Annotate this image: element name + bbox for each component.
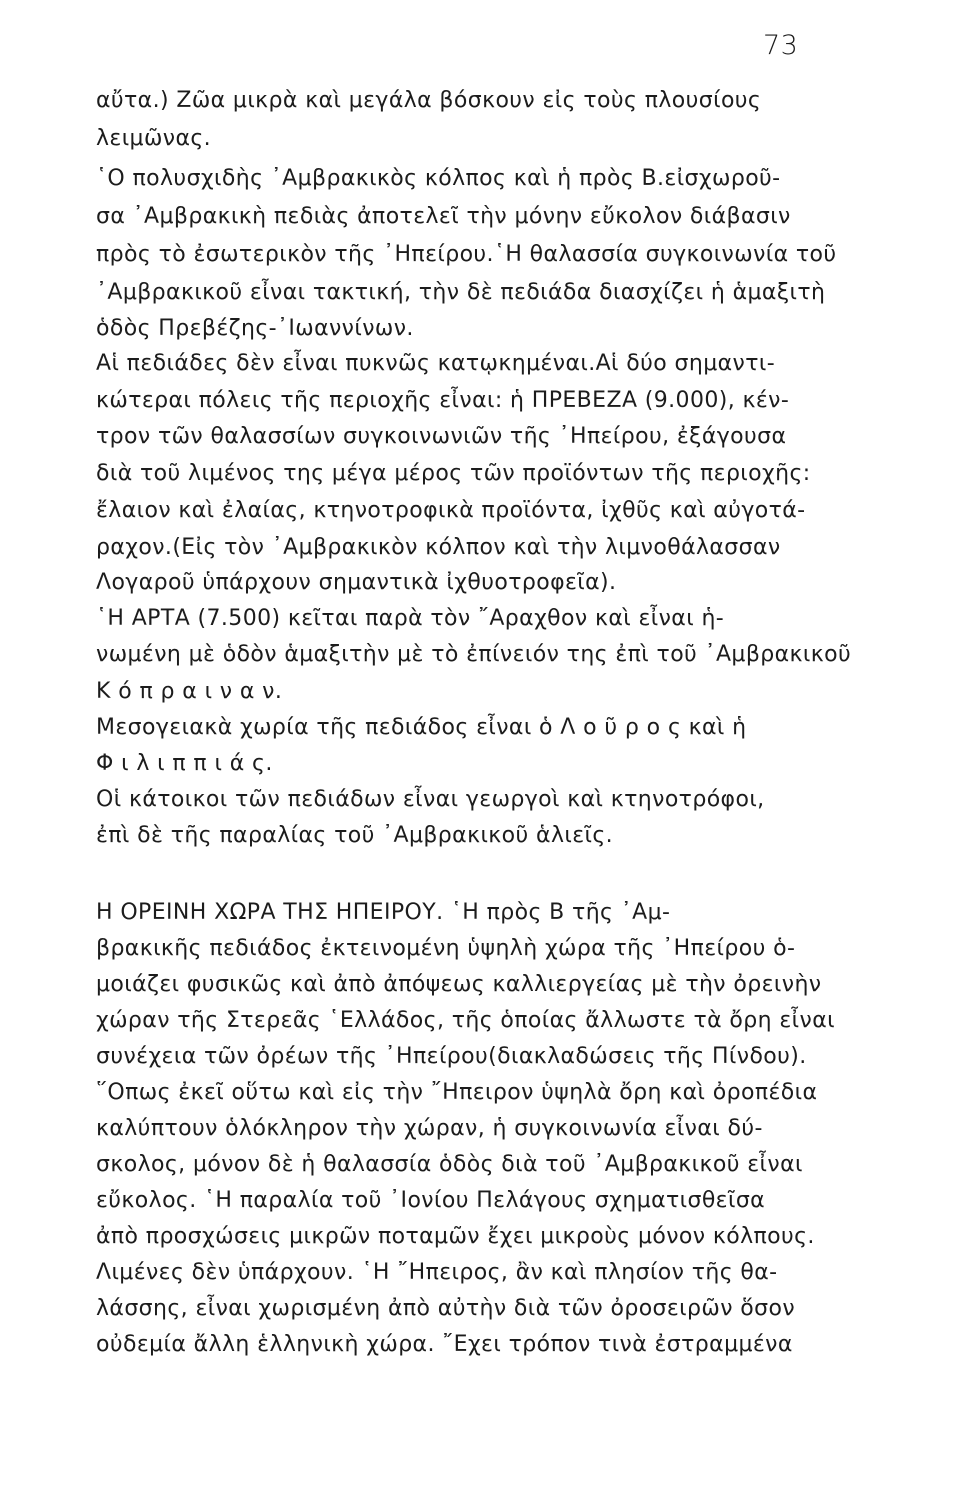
text-line: πρὸς τὸ ἐσωτερικὸν τῆς ᾿Ηπείρου.῾Η θαλασσία συγκοινωνία τοῦ: [96, 242, 837, 267]
text-line: ῾Ο πολυσχιδὴς ᾿Αμβρακικὸς κόλπος καὶ ἡ πρὸς Β.εἰσχωροῦ-: [96, 166, 781, 191]
text-line: σκολος, μόνον δὲ ἡ θαλασσία ὁδὸς διὰ τοῦ ᾿Αμβρακικοῦ εἶναι: [96, 1152, 803, 1177]
text-line: μοιάζει φυσικῶς καὶ ἀπὸ ἀπόψεως καλλιεργείας μὲ τὴν ὀρεινὴν: [96, 972, 822, 997]
text-line: εὔκολος. ῾Η παραλία τοῦ ᾿Ιονίου Πελάγους σχηματισθεῖσα: [96, 1188, 766, 1213]
text-line: Οἱ κάτοικοι τῶν πεδιάδων εἶναι γεωργοὶ καὶ κτηνοτρόφοι,: [96, 787, 765, 812]
text-line: κώτεραι πόλεις τῆς περιοχῆς εἶναι: ἡ ΠΡΕΒΕΖΑ (9.000), κέν-: [96, 388, 790, 413]
text-line: σα ᾿Αμβρακικὴ πεδιὰς ἀποτελεῖ τὴν μόνην εὔκολον διάβασιν: [96, 204, 791, 229]
text-line: ᾿Αμβρακικοῦ εἶναι τακτική, τὴν δὲ πεδιάδα διασχίζει ἡ ἁμαξιτὴ: [96, 280, 826, 305]
page-number: 73: [763, 30, 799, 61]
text-line: διὰ τοῦ λιμένος της μέγα μέρος τῶν προϊόντων τῆς περιοχῆς:: [96, 461, 811, 486]
text-line: καλύπτουν ὁλόκληρον τὴν χώραν, ἡ συγκοινωνία εἶναι δύ-: [96, 1116, 763, 1141]
text-line: ἐπὶ δὲ τῆς παραλίας τοῦ ᾿Αμβρακικοῦ ἁλιεῖς.: [96, 823, 614, 848]
text-line: Λιμένες δὲν ὑπάρχουν. ῾Η ῎Ηπειρος, ἂν καὶ πλησίον τῆς θα-: [96, 1260, 778, 1285]
text-line: Λογαροῦ ὑπάρχουν σημαντικὰ ἰχθυοτροφεῖα).: [96, 570, 617, 595]
text-line: χώραν τῆς Στερεᾶς ῾Ελλάδος, τῆς ὁποίας ἄλλωστε τὰ ὄρη εἶναι: [96, 1008, 835, 1033]
text-line: λειμῶνας.: [96, 126, 212, 151]
text-line: βρακικῆς πεδιάδος ἐκτεινομένη ὑψηλὴ χώρα τῆς ᾿Ηπείρου ὁ-: [96, 936, 796, 961]
text-line: ῞Οπως ἐκεῖ οὕτω καὶ εἰς τὴν ῎Ηπειρον ὑψηλὰ ὄρη καὶ ὀροπέδια: [96, 1080, 818, 1105]
text-line: συνέχεια τῶν ὀρέων τῆς ᾿Ηπείρου(διακλαδώσεις τῆς Πίνδου).: [96, 1044, 807, 1069]
text-line: Φ ι λ ι π π ι ά ς.: [96, 751, 273, 776]
text-line: τρον τῶν θαλασσίων συγκοινωνιῶν τῆς ᾿Ηπείρου, ἐξάγουσα: [96, 424, 787, 449]
text-line: Αἱ πεδιάδες δὲν εἶναι πυκνῶς κατῳκημέναι.Αἱ δύο σημαντι-: [96, 351, 776, 376]
text-line: ῾Η ΑΡΤΑ (7.500) κεῖται παρὰ τὸν ῎Αραχθον καὶ εἶναι ἡ-: [96, 606, 725, 631]
text-line: ἔλαιον καὶ ἐλαίας, κτηνοτροφικὰ προϊόντα, ἰχθῦς καὶ αὐγοτά-: [96, 498, 806, 523]
text-line: αὔτα.) Ζῶα μικρὰ καὶ μεγάλα βόσκουν εἰς τοὺς πλουσίους: [96, 88, 762, 113]
text-line: ραχον.(Εἰς τὸν ᾿Αμβρακικὸν κόλπον καὶ τὴν λιμνοθάλασσαν: [96, 535, 781, 560]
text-line: Κ ό π ρ α ι ν α ν.: [96, 679, 283, 704]
text-line: λάσσης, εἶναι χωρισμένη ἀπὸ αὐτὴν διὰ τῶν ὀροσειρῶν ὅσον: [96, 1296, 796, 1321]
text-line: ἀπὸ προσχώσεις μικρῶν ποταμῶν ἔχει μικροὺς μόνον κόλπους.: [96, 1224, 815, 1249]
section-heading-line: Η ΟΡΕΙΝΗ ΧΩΡΑ ΤΗΣ ΗΠΕΙΡΟΥ. ῾Η πρὸς Β τῆς ᾿Αμ-: [96, 900, 671, 925]
text-line: νωμένη μὲ ὁδὸν ἁμαξιτὴν μὲ τὸ ἐπίνειόν της ἐπὶ τοῦ ᾿Αμβρακικοῦ: [96, 642, 852, 667]
text-line: οὐδεμία ἄλλη ἑλληνικὴ χώρα. ῎Εχει τρόπον τινὰ ἐστραμμένα: [96, 1332, 793, 1357]
text-line: ὁδὸς Πρεβέζης-᾿Ιωαννίνων.: [96, 316, 414, 341]
text-line: Μεσογειακὰ χωρία τῆς πεδιάδος εἶναι ὁ Λ ο ῦ ρ ο ς καὶ ἡ: [96, 715, 747, 740]
